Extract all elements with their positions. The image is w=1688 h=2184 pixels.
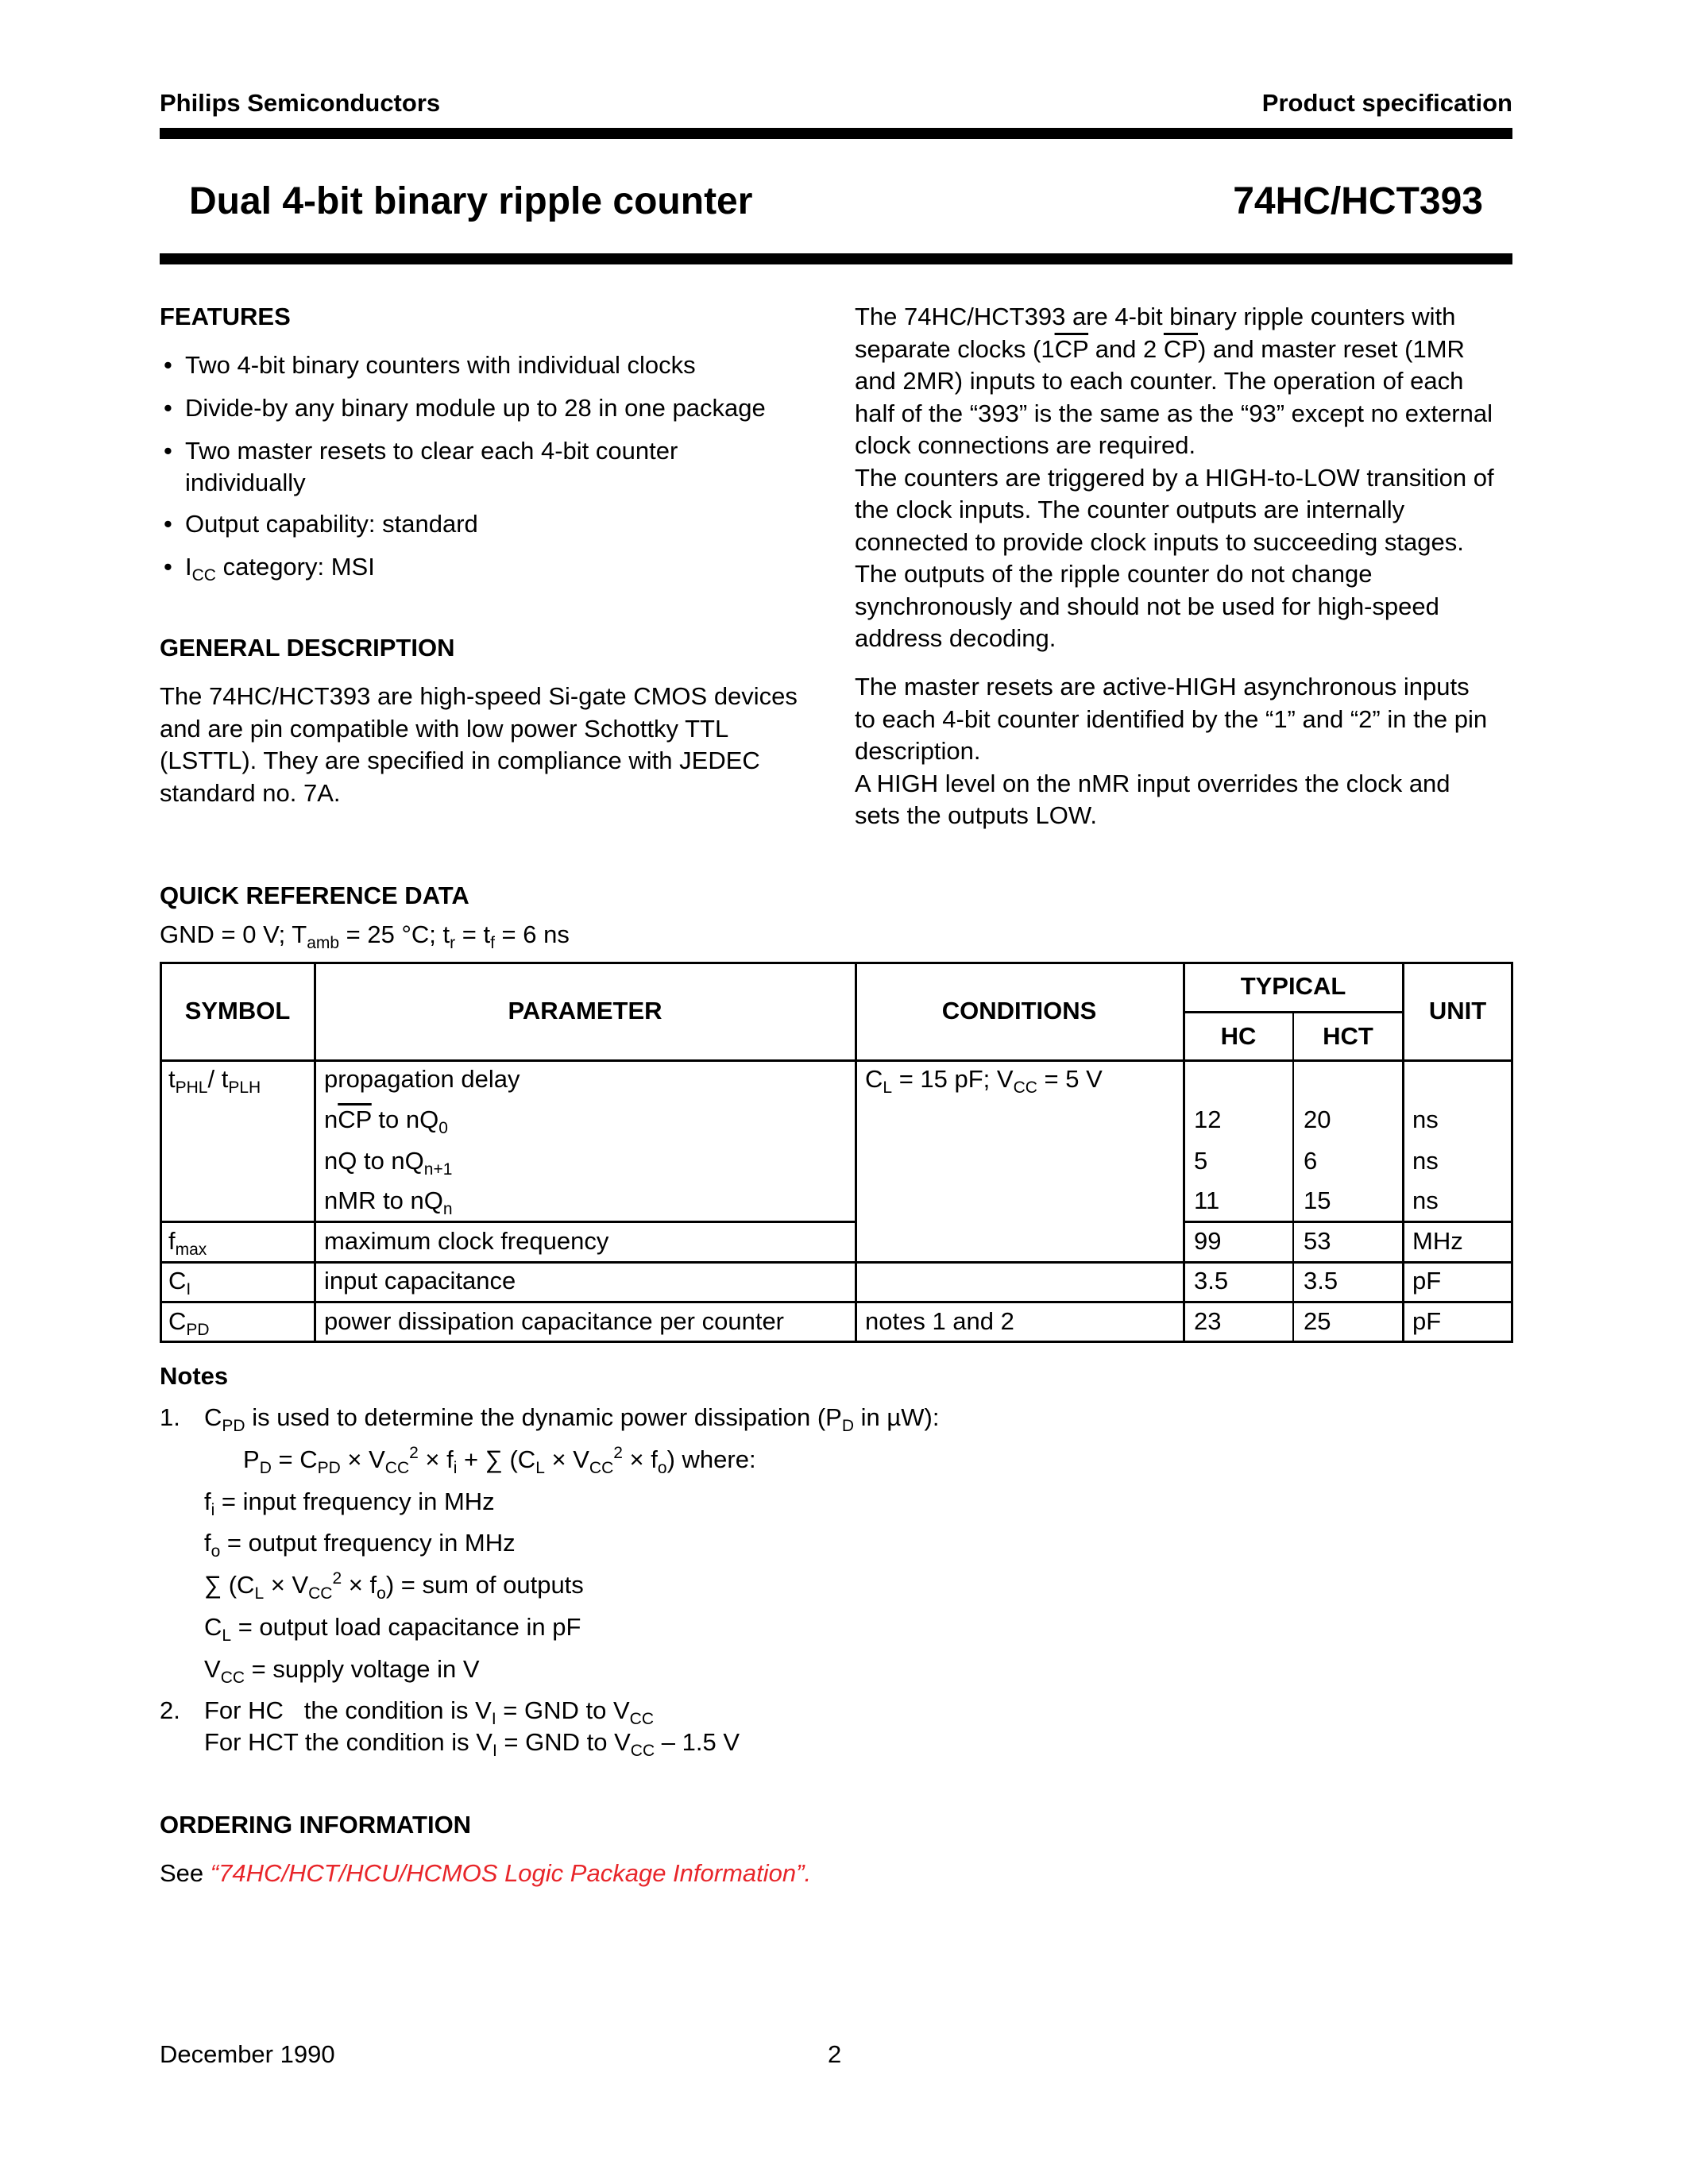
bullet: • <box>164 351 172 379</box>
value-unit: ns <box>1412 1147 1439 1175</box>
note-number: 1. <box>160 1403 180 1431</box>
desc-line: description. <box>855 737 981 765</box>
desc-line: The 74HC/HCT393 are 4-bit binary ripple counters with <box>855 303 1456 330</box>
note-number: 2. <box>160 1696 180 1724</box>
formula: $P_D = C_{PD} \times V_{CC}^2 \times f_i$ + ∑ $(C_L \times V_{CC}^2 \times f_o)$ where: <box>243 1444 756 1477</box>
def-sum: ∑ $(C_L \times V_{CC}^2 \times f_o)$ = sum of outputs <box>204 1569 584 1603</box>
feature-item: Two master resets to clear each 4-bit counter <box>185 437 678 465</box>
value-hc: 99 <box>1194 1227 1222 1255</box>
desc-line: sets the outputs LOW. <box>855 801 1097 829</box>
doc-title: Dual 4-bit binary ripple counter <box>189 180 753 222</box>
conditions-cpd: notes 1 and 2 <box>865 1307 1014 1335</box>
col-hct: HCT <box>1323 1022 1373 1050</box>
value-hct: 53 <box>1304 1227 1331 1255</box>
quick-reference-heading: QUICK REFERENCE DATA <box>160 882 469 909</box>
value-hct: 15 <box>1304 1187 1331 1214</box>
footer-date: December 1990 <box>160 2040 335 2068</box>
param-nmr-to-nqn: nMR to $nQ_n$ <box>324 1187 453 1218</box>
def-fo: $f_o$ = output frequency in MHz <box>204 1529 516 1561</box>
value-hc: 12 <box>1194 1106 1222 1133</box>
company-name: Philips Semiconductors <box>160 89 441 117</box>
bullet: • <box>164 553 172 581</box>
page-number: 2 <box>828 2040 842 2068</box>
value-unit: ns <box>1412 1187 1439 1214</box>
header-rule <box>160 128 1512 139</box>
general-description-heading: GENERAL DESCRIPTION <box>160 634 455 662</box>
desc-line: The counters are triggered by a HIGH-to-LOW transition of <box>855 464 1494 492</box>
param-ncp-to-nq0: $n\overline{CP}$ to $nQ_0$ <box>324 1106 448 1137</box>
feature-item: Two 4-bit binary counters with individual clocks <box>185 351 696 379</box>
value-hc: 5 <box>1194 1147 1208 1175</box>
value-unit: pF <box>1412 1307 1442 1335</box>
bullet: • <box>164 510 172 538</box>
feature-item: Output capability: standard <box>185 510 478 538</box>
symbol-tphl-tplh: $t_{PHL}/$ $t_{PLH}$ <box>168 1065 261 1097</box>
param-nq-to-nqn1: nQ to $nQ_{n+1}$ <box>324 1147 453 1179</box>
note-2-hct: For HCT the condition is $V_I$ = GND to $V_{CC} - 1.5$ V <box>204 1728 740 1760</box>
note-1: $C_{PD}$ is used to determine the dynamic power dissipation ($P_D$ in µW): <box>204 1403 940 1435</box>
notes-heading: Notes <box>160 1362 229 1390</box>
param-cpd: power dissipation capacitance per counter <box>324 1307 785 1335</box>
desc-line: and 2MR) inputs to each counter. The operation of each <box>855 367 1464 395</box>
value-hct: 25 <box>1304 1307 1331 1335</box>
value-hc: 3.5 <box>1194 1267 1229 1295</box>
note-2-hc: For HC the condition is $V_I$ = GND to $V_{CC}$ <box>204 1696 654 1728</box>
package-info-link[interactable]: “74HC/HCT/HCU/HCMOS Logic Package Information” <box>210 1859 805 1887</box>
desc-line: A HIGH level on the nMR input overrides the clock and <box>855 770 1450 797</box>
table-rule <box>160 1261 1513 1264</box>
general-line: standard no. 7A. <box>160 779 341 807</box>
table-rule <box>1184 1221 1513 1223</box>
desc-line: The outputs of the ripple counter do not change <box>855 560 1373 588</box>
desc-line: connected to provide clock inputs to succeeding stages. <box>855 528 1464 556</box>
table-rule <box>160 1301 1513 1303</box>
desc-line: to each 4-bit counter identified by the “1” and “2” in the pin <box>855 705 1488 733</box>
quick-reference-conditions: GND = 0 V; $T_{amb} = 25$ °C; $t_r = t_f = 6$ ns <box>160 920 570 952</box>
def-vcc: $V_{CC}$ = supply voltage in V <box>204 1655 480 1687</box>
def-fi: $f_i$ = input frequency in MHz <box>204 1488 495 1519</box>
param-propagation-delay: propagation delay <box>324 1065 520 1093</box>
value-unit: ns <box>1412 1106 1439 1133</box>
value-hc: 23 <box>1194 1307 1222 1335</box>
table-rule <box>1292 1012 1294 1343</box>
conditions-load: $C_L = 15$ pF; $V_{CC} = 5$ V <box>865 1065 1103 1097</box>
col-parameter: PARAMETER <box>508 997 662 1024</box>
desc-line: half of the “393” is the same as the “93” except no external <box>855 399 1493 427</box>
def-cl: $C_L$ = output load capacitance in pF <box>204 1613 581 1645</box>
doc-type: Product specification <box>1261 89 1512 117</box>
value-unit: pF <box>1412 1267 1442 1295</box>
value-hct: 20 <box>1304 1106 1331 1133</box>
desc-line: clock connections are required. <box>855 431 1196 459</box>
feature-item: Divide-by any binary module up to 28 in one package <box>185 394 766 422</box>
general-line: The 74HC/HCT393 are high-speed Si-gate CMOS devices <box>160 682 798 710</box>
feature-item: $I_{CC}$ category: MSI <box>185 553 375 585</box>
general-line: and are pin compatible with low power Schottky TTL <box>160 715 729 743</box>
title-rule <box>160 253 1512 264</box>
value-hct: 3.5 <box>1304 1267 1338 1295</box>
general-line: (LSTTL). They are specified in compliance with JEDEC <box>160 747 760 774</box>
col-typical: TYPICAL <box>1240 972 1346 1000</box>
desc-line: address decoding. <box>855 624 1056 652</box>
part-number: 74HC/HCT393 <box>1233 180 1483 222</box>
param-ci: input capacitance <box>324 1267 516 1295</box>
desc-line: synchronously and should not be used for high-speed <box>855 592 1439 620</box>
col-hc: HC <box>1220 1022 1257 1050</box>
desc-line: The master resets are active-HIGH asynchronous inputs <box>855 673 1470 700</box>
bullet: • <box>164 437 172 465</box>
ordering-heading: ORDERING INFORMATION <box>160 1811 472 1839</box>
symbol-ci: $C_I$ <box>168 1267 191 1298</box>
symbol-fmax: $f_{max}$ <box>168 1227 207 1259</box>
table-border <box>160 1341 1513 1343</box>
col-symbol: SYMBOL <box>184 997 291 1024</box>
value-hc: 11 <box>1194 1187 1220 1214</box>
feature-item-cont: individually <box>185 469 306 496</box>
col-conditions: CONDITIONS <box>941 997 1097 1024</box>
table-rule <box>160 1221 855 1223</box>
param-fmax: maximum clock frequency <box>324 1227 609 1255</box>
symbol-cpd: $C_{PD}$ <box>168 1307 210 1339</box>
desc-line: the clock inputs. The counter outputs are internally <box>855 496 1405 523</box>
desc-line: separate clocks ($1\overline{CP}$ and 2 $\overline{CP}$) and master reset (1MR <box>855 335 1465 363</box>
features-heading: FEATURES <box>160 303 291 330</box>
table-border <box>160 962 1513 964</box>
value-hct: 6 <box>1304 1147 1318 1175</box>
col-unit: UNIT <box>1428 997 1487 1024</box>
table-rule <box>160 1059 1513 1062</box>
bullet: • <box>164 394 172 422</box>
value-unit: MHz <box>1412 1227 1463 1255</box>
ordering-text: See “74HC/HCT/HCU/HCMOS Logic Package Information”. <box>160 1859 812 1887</box>
